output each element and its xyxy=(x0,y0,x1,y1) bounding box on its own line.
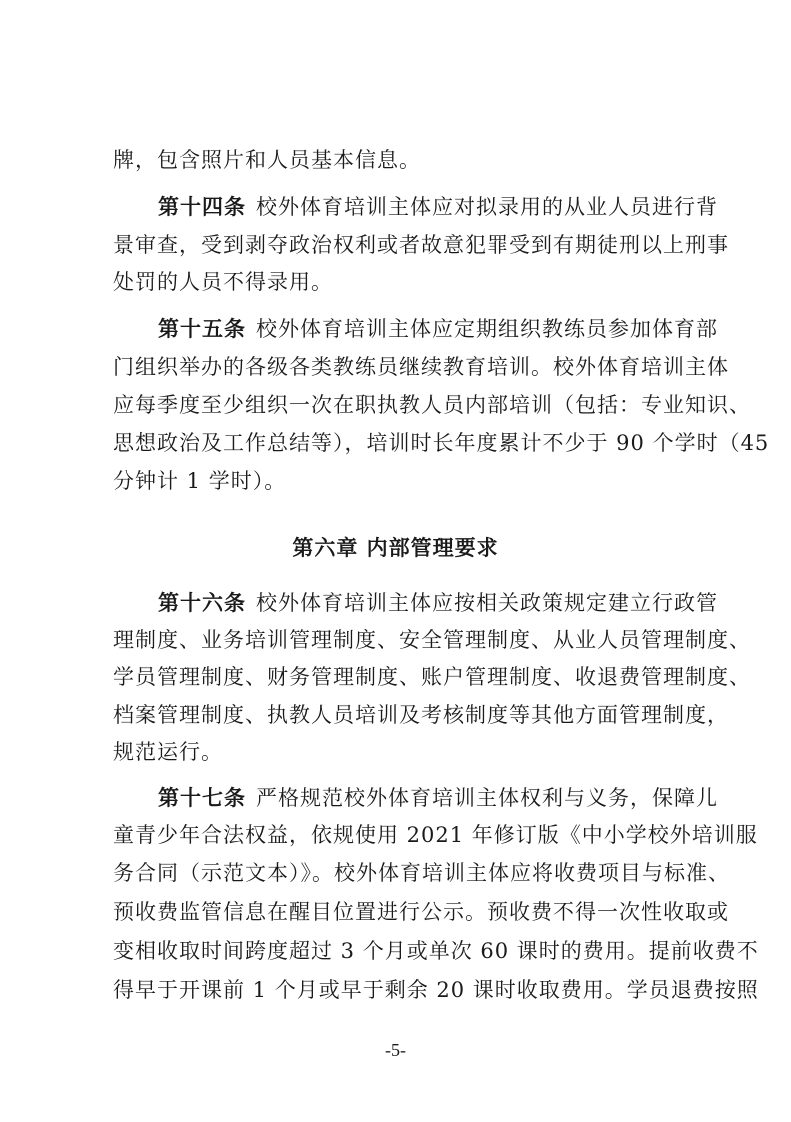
article-15-first-line xyxy=(158,317,718,341)
paragraph-line: 应每季度至少组织一次在职执教人员内部培训（包括：专业知识、 xyxy=(113,393,751,417)
paragraph-line: 档案管理制度、执教人员培训及考核制度等其他方面管理制度， xyxy=(113,703,729,727)
chapter-heading: 第六章 内部管理要求 xyxy=(292,536,499,560)
article-16-first-line xyxy=(158,591,718,615)
paragraph-line: 变相收取时间跨度超过 3 个月或单次 60 课时的费用。提前收费不 xyxy=(113,939,759,963)
paragraph-line: 分钟计 1 学时）。 xyxy=(113,469,287,493)
article-17-label: 第十七条 xyxy=(158,786,246,810)
paragraph-line: 理制度、业务培训管理制度、安全管理制度、从业人员管理制度、 xyxy=(113,628,751,652)
paragraph-line: 规范运行。 xyxy=(113,740,223,764)
paragraph-line: 思想政治及工作总结等），培训时长年度累计不少于 90 个学时（45 xyxy=(113,431,770,455)
page-number: -5- xyxy=(385,1040,406,1060)
paragraph-line: 学员管理制度、财务管理制度、账户管理制度、收退费管理制度、 xyxy=(113,665,751,689)
article-15-label: 第十五条 xyxy=(158,317,246,341)
paragraph-line: 景审查，受到剥夺政治权利或者故意犯罪受到有期徒刑以上刑事 xyxy=(113,233,729,257)
article-17-first-line xyxy=(158,786,718,810)
article-14-first-line xyxy=(158,195,718,219)
article-16-text: 校外体育培训主体应按相关政策规定建立行政管 xyxy=(256,591,718,615)
paragraph-line: 得早于开课前 1 个月或早于剩余 20 课时收取费用。学员退费按照 xyxy=(113,978,759,1002)
article-17-text: 严格规范校外体育培训主体权利与义务，保障儿 xyxy=(256,786,718,810)
paragraph-line: 牌，包含照片和人员基本信息。 xyxy=(113,148,421,172)
article-14-label: 第十四条 xyxy=(158,195,246,219)
paragraph-line: 务合同（示范文本）》。校外体育培训主体应将收费项目与标准、 xyxy=(113,861,730,885)
paragraph-line: 门组织举办的各级各类教练员继续教育培训。校外体育培训主体 xyxy=(113,355,729,379)
article-14-text: 校外体育培训主体应对拟录用的从业人员进行背 xyxy=(256,195,718,219)
article-16-label: 第十六条 xyxy=(158,591,246,615)
paragraph-line: 童青少年合法权益，依规使用 2021 年修订版《中小学校外培训服 xyxy=(113,823,758,847)
paragraph-line: 预收费监管信息在醒目位置进行公示。预收费不得一次性收取或 xyxy=(113,900,729,924)
article-15-text: 校外体育培训主体应定期组织教练员参加体育部 xyxy=(256,317,718,341)
paragraph-line: 处罚的人员不得录用。 xyxy=(113,270,333,294)
